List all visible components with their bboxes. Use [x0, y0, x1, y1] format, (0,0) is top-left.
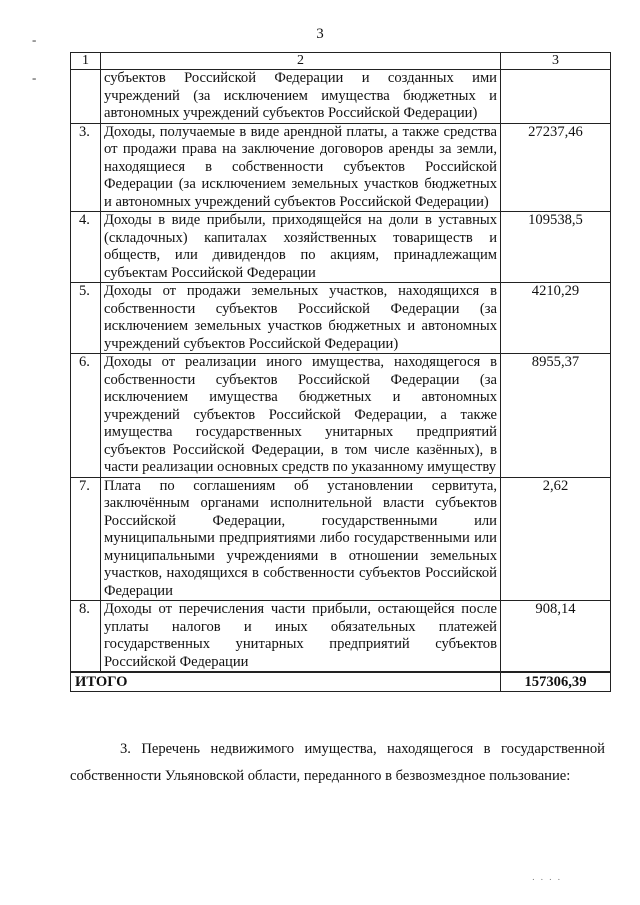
table-row [71, 123, 611, 212]
row-number: 4. [71, 212, 101, 283]
row-description: Плата по соглашениям об установлении сервитута, заключённым органами исполнительной власти субъектов Российской Федерации, государственными или муниципальными предприятиями либо государственными или муниципальными учреждениями в отношении земельных участков, находящихся в собственности субъектов Российской Федерации [101, 477, 501, 601]
row-number: 7. [71, 477, 101, 601]
table-row [71, 354, 611, 478]
row-value: 27237,46 [501, 123, 611, 212]
row-value [501, 70, 611, 124]
table-row [71, 70, 611, 124]
row-value: 8955,37 [501, 354, 611, 478]
row-description: Доходы, получаемые в виде арендной платы, а также средства от продажи права на заключение договоров аренды за земли, находящиеся в собственности субъектов Российской Федерации (за исключением земельных участков бюджетных и автономных учреждений субъектов Российской Федерации) [101, 123, 501, 212]
page-number: 3 [316, 26, 324, 42]
column-header: 2 [101, 53, 501, 70]
footer-mark: . . . . [532, 872, 562, 882]
row-value: 4210,29 [501, 283, 611, 354]
table-row [71, 283, 611, 354]
row-value: 908,14 [501, 601, 611, 672]
total-value: 157306,39 [501, 673, 611, 692]
total-row [71, 673, 611, 692]
table-row [71, 601, 611, 672]
row-description: субъектов Российской Федерации и созданных ими учреждений (за исключением имущества бюджетных и автономных учреждений субъектов Российской Федерации) [101, 70, 501, 124]
total-label: ИТОГО [71, 673, 501, 692]
row-description: Доходы от продажи земельных участков, находящихся в собственности субъектов Российской Федерации (за исключением земельных участков бюджетных и автономных учреждений субъектов Российской Федерации) [101, 283, 501, 354]
row-number: 3. [71, 123, 101, 212]
row-description: Доходы от реализации иного имущества, находящегося в собственности субъектов Российской Федерации (за исключением имущества бюджетных и автономных учреждений субъектов Российской Федерации, а также имущества государственных унитарных предприятий субъектов Российской Федерации, в том числе казённых), в части реализации основных средств по указанному имуществу [101, 354, 501, 478]
row-description: Доходы в виде прибыли, приходящейся на доли в уставных (складочных) капиталах хозяйственных товариществ и обществ, или дивидендов по акциям, принадлежащим субъектам Российской Федерации [101, 212, 501, 283]
row-number: 6. [71, 354, 101, 478]
revenue-table [70, 52, 611, 692]
margin-mark: - [32, 70, 37, 85]
table-header-row [71, 53, 611, 70]
margin-mark: - [32, 32, 37, 47]
row-description: Доходы от перечисления части прибыли, остающейся после уплаты налогов и иных обязательных платежей государственных унитарных предприятий субъектов Российской Федерации [101, 601, 501, 672]
row-number [71, 70, 101, 124]
table-row [71, 212, 611, 283]
row-number: 8. [71, 601, 101, 672]
column-header: 1 [71, 53, 101, 70]
row-number: 5. [71, 283, 101, 354]
section-paragraph: 3. Перечень недвижимого имущества, находящегося в государственной собственности Ульяновской области, переданного в безвозмездное пользование: [70, 741, 605, 784]
column-header: 3 [501, 53, 611, 70]
row-value: 2,62 [501, 477, 611, 601]
table-row [71, 477, 611, 601]
row-value: 109538,5 [501, 212, 611, 283]
